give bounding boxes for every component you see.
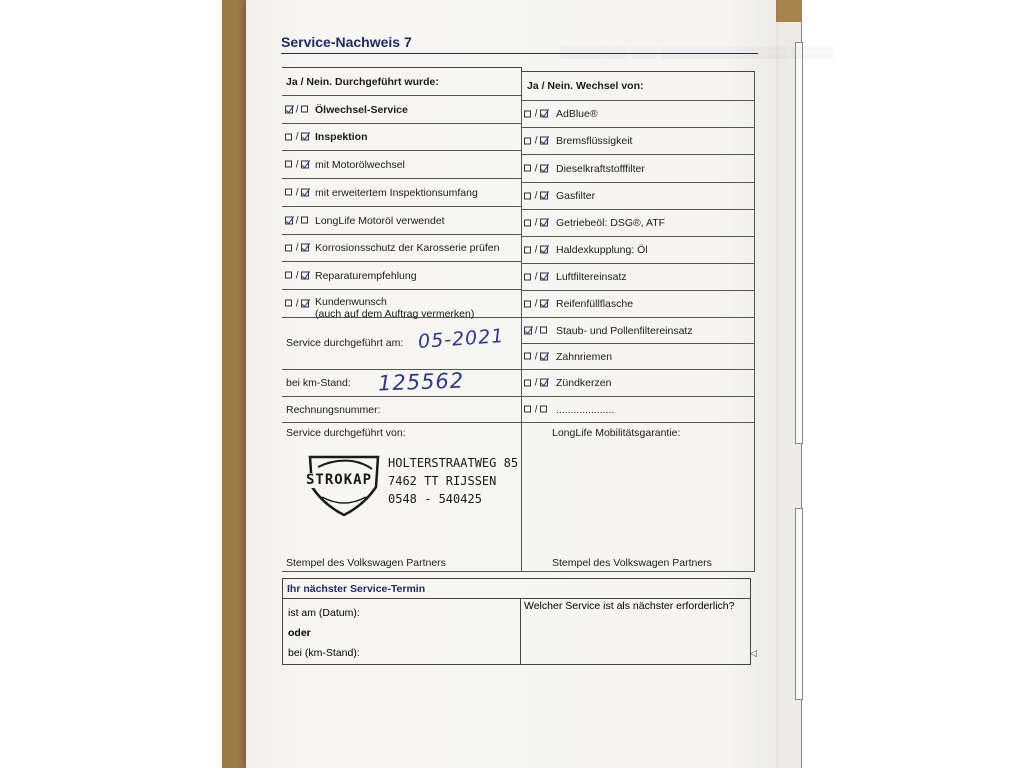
unchecked-checkbox-icon: / (285, 243, 309, 254)
right-item-label: Zündkerzen (556, 377, 612, 389)
unchecked-checkbox-icon: / (285, 298, 309, 309)
right-item-label: Staub- und Pollenfiltereinsatz (556, 324, 693, 337)
next-date-label: ist am (Datum): (288, 607, 360, 619)
right-item-label: Getriebeöl: DSG®, ATF (556, 217, 666, 229)
unchecked-checkbox-icon: / (524, 191, 548, 202)
left-item-label: Korrosionsschutz der Karosserie prüfen (315, 242, 500, 254)
stamp-area-right (521, 423, 755, 572)
unchecked-checkbox-icon: / (524, 378, 548, 389)
right-item-label: Dieselkraftstofffilter (556, 162, 645, 175)
left-header-text: Ja / Nein. Durchgeführt wurde: (286, 76, 439, 88)
left-item-label: LongLife Motoröl verwendet (315, 214, 445, 227)
right-item-label: Bremsflüssigkeit (556, 135, 633, 147)
right-column-header (521, 71, 755, 101)
unchecked-checkbox-icon: / (524, 163, 548, 174)
stamp-address-line3: 0548 - 540425 (388, 492, 482, 506)
left-column-header (282, 67, 522, 96)
unchecked-checkbox-icon: / (524, 272, 548, 283)
next-or-label: oder (288, 627, 311, 639)
right-check-row (521, 237, 755, 264)
service-date-handwritten: 05-2021 (417, 325, 506, 353)
right-check-row (521, 264, 755, 291)
unchecked-checkbox-icon: / (524, 218, 548, 229)
mobility-label: LongLife Mobilitätsgarantie: (552, 427, 681, 439)
service-date-row (282, 318, 522, 370)
right-check-row (521, 344, 755, 370)
unchecked-checkbox-icon: / (524, 245, 548, 256)
stamp-address-line1: HOLTERSTRAATWEG 85 (388, 456, 519, 470)
next-service-header (283, 579, 750, 599)
unchecked-checkbox-icon: / (524, 404, 548, 415)
stamp-label-left: Stempel des Volkswagen Partners (286, 557, 446, 569)
left-check-row (282, 290, 522, 318)
unchecked-checkbox-icon: / (524, 299, 548, 310)
title-rule (281, 53, 758, 54)
right-item-label: .................... (556, 403, 615, 416)
performed-by-label: Service durchgeführt von: (286, 427, 406, 439)
left-item-sublabel: (auch auf dem Auftrag vermerken) (315, 308, 475, 320)
checked-checkbox-icon: / (285, 104, 309, 115)
right-check-row (521, 128, 755, 155)
km-row (282, 370, 522, 397)
unchecked-checkbox-icon: / (285, 159, 309, 170)
service-date-label: Service durchgeführt am: (286, 337, 404, 349)
left-item-label: Kundenwunsch (315, 296, 387, 308)
unchecked-checkbox-icon: / (524, 109, 548, 120)
unchecked-checkbox-icon: / (524, 351, 548, 362)
right-check-row (521, 291, 755, 318)
left-check-row (282, 262, 522, 290)
left-item-label: mit erweitertem Inspektionsumfang (315, 186, 478, 199)
left-check-row (282, 179, 522, 207)
right-check-row (521, 101, 755, 128)
left-check-row (282, 124, 522, 151)
page-title: Service-Nachweis 7 (281, 34, 412, 50)
invoice-row (282, 397, 522, 423)
right-check-row (521, 397, 755, 423)
left-check-row (282, 207, 522, 235)
right-check-row (521, 370, 755, 397)
right-header-text: Ja / Nein. Wechsel von: (527, 80, 644, 92)
stamp-address-line2: 7462 TT RIJSSEN (388, 474, 497, 488)
next-service-divider (520, 598, 521, 665)
unchecked-checkbox-icon: / (524, 136, 548, 147)
left-item-label: Ölwechsel-Service (315, 103, 408, 116)
checked-checkbox-icon: / (285, 215, 309, 226)
stamp-area-left (282, 423, 522, 572)
unchecked-checkbox-icon: / (285, 270, 309, 281)
right-check-row (521, 210, 755, 237)
stamp-label-right: Stempel des Volkswagen Partners (552, 557, 712, 569)
right-item-label: Reifenfüllflasche (556, 298, 634, 310)
show-through-text: ▒▒▒▒▒ ▒▒▒▒▒▒▒▒▒▒▒▒▒▒▒ ▒▒▒ ▒▒▒▒▒▒▒▒ (560, 45, 834, 59)
right-check-row (521, 318, 755, 344)
left-check-row (282, 96, 522, 124)
right-item-label: Gasfilter (556, 190, 596, 202)
next-service-box (282, 578, 751, 665)
unchecked-checkbox-icon: / (285, 187, 309, 198)
right-item-label: AdBlue® (556, 108, 598, 120)
left-item-label: mit Motorölwechsel (315, 158, 405, 171)
left-item-label: Reparaturempfehlung (315, 269, 417, 282)
unchecked-checkbox-icon: / (285, 132, 309, 143)
triangle-marker-icon: ◁ (750, 648, 757, 658)
invoice-label: Rechnungsnummer: (286, 404, 381, 416)
next-km-label: bei (km-Stand): (288, 647, 360, 659)
left-item-label: Inspektion (315, 131, 368, 143)
stamp-logo-text: STROKAP (306, 472, 373, 488)
right-check-row (521, 183, 755, 210)
left-check-row (282, 235, 522, 262)
next-service-title: Ihr nächster Service-Termin (287, 583, 426, 595)
right-item-label: Zahnriemen (556, 350, 613, 363)
right-check-row (521, 155, 755, 183)
km-label: bei km-Stand: (286, 377, 351, 389)
checked-checkbox-icon: / (524, 325, 548, 336)
right-item-label: Haldexkupplung: Öl (556, 244, 648, 256)
next-service-question: Welcher Service ist als nächster erforderlich? (524, 600, 735, 612)
left-check-row (282, 151, 522, 179)
km-handwritten: 125562 (377, 368, 465, 396)
right-item-label: Luftfiltereinsatz (556, 271, 627, 283)
